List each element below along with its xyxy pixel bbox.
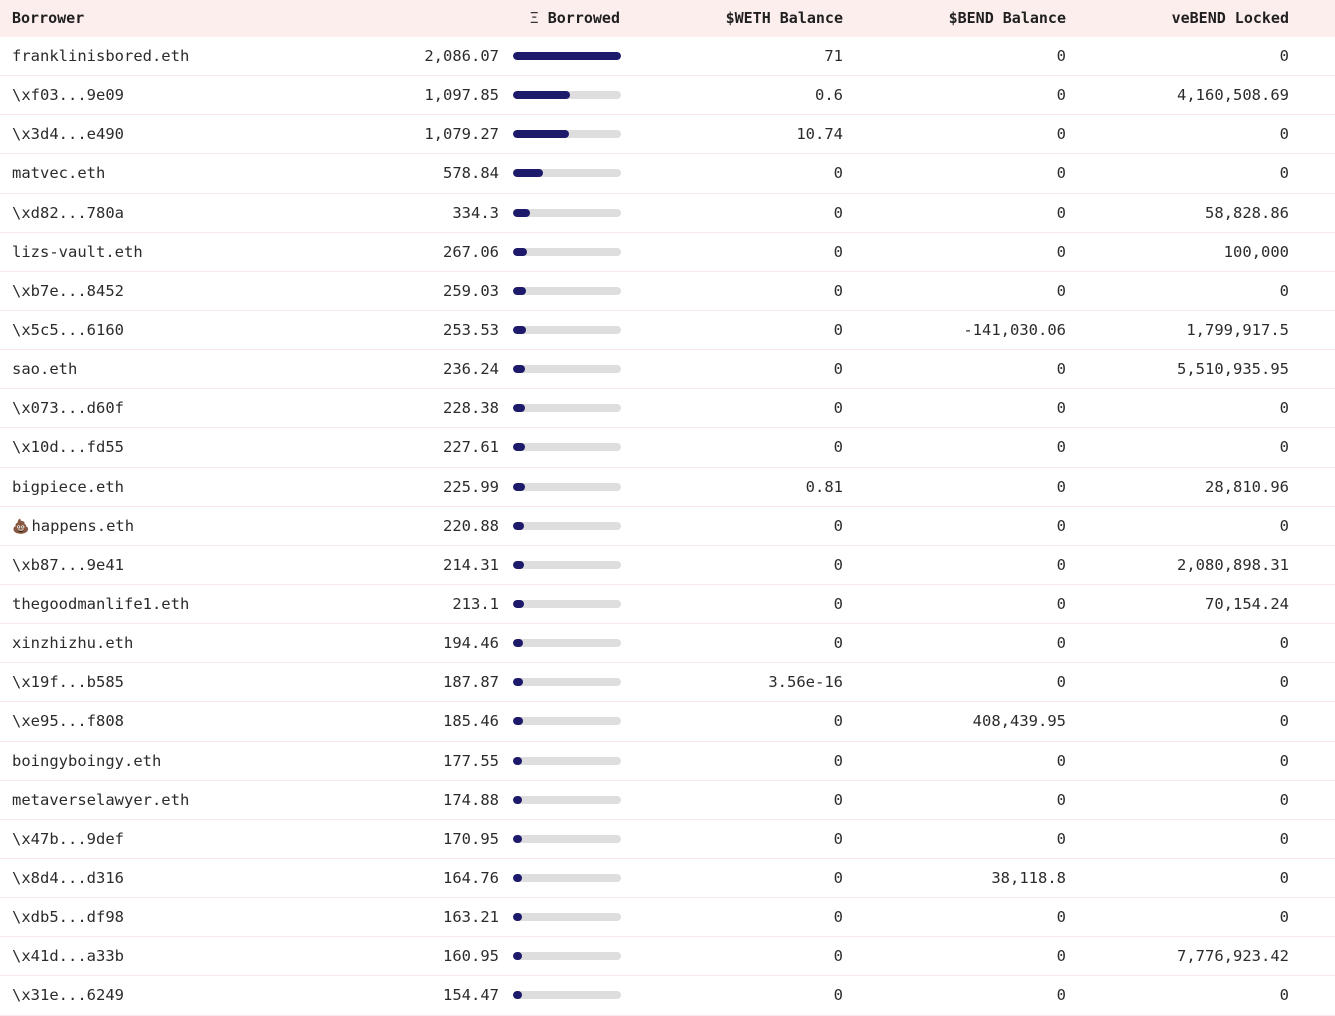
borrower-name[interactable]: [12, 311, 124, 349]
weth-balance: 0: [833, 203, 843, 222]
borrowed-bar-fill: [513, 913, 522, 921]
borrowed-bar-fill: [513, 952, 522, 960]
borrower-name[interactable]: [12, 546, 124, 584]
borrower-name-text: \x19f...b585: [12, 673, 124, 692]
weth-balance: 0: [833, 438, 843, 457]
borrower-name-text: \x3d4...e490: [12, 125, 124, 144]
weth-balance: 0: [833, 712, 843, 731]
borrower-name-text: \xe95...f808: [12, 712, 124, 731]
borrower-name-text: \x10d...fd55: [12, 438, 124, 457]
borrowed-bar: [513, 326, 621, 334]
borrower-name[interactable]: [12, 820, 124, 858]
borrowed-amount: 154.47: [443, 986, 499, 1005]
bend-balance: 0: [1056, 673, 1066, 692]
borrowed-bar: [513, 91, 621, 99]
vebend-locked: 5,510,935.95: [1177, 360, 1289, 379]
borrowed-bar-fill: [513, 796, 522, 804]
borrowed-bar: [513, 248, 621, 256]
borrower-name-text: thegoodmanlife1.eth: [12, 594, 190, 613]
vebend-locked: 0: [1279, 125, 1289, 144]
bend-balance: 0: [1056, 438, 1066, 457]
table-row: [0, 389, 1335, 428]
borrower-name[interactable]: [12, 272, 124, 310]
borrower-name-text: metaverselawyer.eth: [12, 790, 190, 809]
table-body: [0, 37, 1335, 1016]
borrowed-bar-fill: [513, 874, 522, 882]
vebend-locked: 70,154.24: [1205, 594, 1289, 613]
bend-balance: 0: [1056, 281, 1066, 300]
borrowed-amount: 267.06: [443, 242, 499, 261]
weth-balance: 0: [833, 947, 843, 966]
table-row: [0, 154, 1335, 193]
weth-balance: 10.74: [796, 125, 843, 144]
header-bend-balance[interactable]: $BEND Balance: [948, 9, 1066, 27]
weth-balance: 0.6: [815, 86, 843, 105]
vebend-locked: 0: [1279, 438, 1289, 457]
bend-balance: 0: [1056, 908, 1066, 927]
table-row: [0, 859, 1335, 898]
bend-balance: 408,439.95: [972, 712, 1066, 731]
borrowed-bar-fill: [513, 483, 525, 491]
borrowed-bar: [513, 678, 621, 686]
vebend-locked: 0: [1279, 281, 1289, 300]
borrowed-bar-fill: [513, 52, 621, 60]
header-borrower[interactable]: Borrower: [12, 9, 85, 27]
borrower-name-text: \xd82...780a: [12, 203, 124, 222]
borrower-name-text: lizs-vault.eth: [12, 242, 143, 261]
vebend-locked: 2,080,898.31: [1177, 555, 1289, 574]
borrower-name[interactable]: [12, 742, 161, 780]
borrower-name-text: sao.eth: [12, 360, 78, 379]
bend-balance: 0: [1056, 516, 1066, 535]
borrowed-bar-fill: [513, 326, 526, 334]
weth-balance: 71: [824, 47, 843, 65]
table-row: [0, 76, 1335, 115]
table-row: [0, 194, 1335, 233]
vebend-locked: 4,160,508.69: [1177, 86, 1289, 105]
borrower-name[interactable]: [12, 898, 124, 936]
weth-balance: 0.81: [805, 477, 843, 496]
bend-balance: 0: [1056, 360, 1066, 379]
borrowed-bar-fill: [513, 639, 523, 647]
borrowed-bar: [513, 952, 621, 960]
borrowed-amount: 220.88: [443, 516, 499, 535]
borrowed-bar: [513, 522, 621, 530]
vebend-locked: 0: [1279, 164, 1289, 183]
borrowed-amount: 1,097.85: [424, 86, 499, 105]
borrowed-amount: 334.3: [452, 203, 499, 222]
borrowed-bar: [513, 913, 621, 921]
table-row: [0, 115, 1335, 154]
header-borrowed[interactable]: [530, 0, 620, 37]
borrowed-amount: 227.61: [443, 438, 499, 457]
bend-balance: 0: [1056, 594, 1066, 613]
borrower-name[interactable]: [12, 702, 124, 740]
borrower-name[interactable]: [12, 154, 105, 192]
borrower-name[interactable]: [12, 859, 124, 897]
borrower-name-text: \xb7e...8452: [12, 281, 124, 300]
borrower-name-text: \xdb5...df98: [12, 908, 124, 927]
borrowed-amount: 578.84: [443, 164, 499, 183]
borrowed-bar-fill: [513, 365, 525, 373]
borrowed-amount: 2,086.07: [424, 47, 499, 65]
borrowed-amount: 163.21: [443, 908, 499, 927]
bend-balance: 0: [1056, 986, 1066, 1005]
borrowed-bar: [513, 717, 621, 725]
weth-balance: 0: [833, 281, 843, 300]
borrowed-amount: 228.38: [443, 399, 499, 418]
weth-balance: 0: [833, 790, 843, 809]
borrowed-amount: 225.99: [443, 477, 499, 496]
weth-balance: 0: [833, 399, 843, 418]
bend-balance: 0: [1056, 634, 1066, 653]
weth-balance: 0: [833, 751, 843, 770]
borrowed-amount: 160.95: [443, 947, 499, 966]
table-row: [0, 37, 1335, 76]
bend-balance: 0: [1056, 829, 1066, 848]
borrowed-bar-fill: [513, 287, 526, 295]
borrower-name-text: happens.eth: [31, 516, 135, 535]
borrowed-bar-fill: [513, 717, 523, 725]
borrower-name[interactable]: [12, 389, 124, 427]
borrower-name-text: xinzhizhu.eth: [12, 634, 134, 653]
table-row: [0, 507, 1335, 546]
borrower-name-text: \xf03...9e09: [12, 86, 124, 105]
borrower-name-text: \xb87...9e41: [12, 555, 124, 574]
vebend-locked: 7,776,923.42: [1177, 947, 1289, 966]
borrowed-bar: [513, 443, 621, 451]
header-borrowed-label: Borrowed: [547, 9, 620, 27]
borrowed-bar-fill: [513, 991, 522, 999]
weth-balance: 0: [833, 829, 843, 848]
table-row: [0, 781, 1335, 820]
borrowed-bar: [513, 52, 621, 60]
borrower-name-text: \x5c5...6160: [12, 320, 124, 339]
borrowed-bar: [513, 835, 621, 843]
borrowed-bar: [513, 991, 621, 999]
vebend-locked: 0: [1279, 673, 1289, 692]
table-row: [0, 468, 1335, 507]
weth-balance: 3.56e-16: [768, 673, 843, 692]
borrower-name-text: matvec.eth: [12, 164, 106, 183]
borrowed-bar-fill: [513, 248, 527, 256]
bend-balance: 0: [1056, 125, 1066, 144]
borrowed-bar-fill: [513, 91, 570, 99]
borrowed-bar: [513, 874, 621, 882]
borrowed-bar-fill: [513, 561, 524, 569]
borrowed-amount: 194.46: [443, 634, 499, 653]
borrower-name-text: \x8d4...d316: [12, 868, 124, 887]
borrowed-amount: 259.03: [443, 281, 499, 300]
borrower-name[interactable]: [12, 428, 124, 466]
borrower-name-text: bigpiece.eth: [12, 477, 124, 496]
table-row: [0, 624, 1335, 663]
borrower-name-text: \x47b...9def: [12, 829, 124, 848]
borrowed-bar-fill: [513, 835, 522, 843]
vebend-locked: 100,000: [1223, 242, 1289, 261]
borrowed-bar: [513, 483, 621, 491]
borrower-name[interactable]: [12, 350, 77, 388]
borrower-name[interactable]: [12, 194, 124, 232]
vebend-locked: 0: [1279, 634, 1289, 653]
weth-balance: 0: [833, 908, 843, 927]
bend-balance: 0: [1056, 203, 1066, 222]
bend-balance: 0: [1056, 477, 1066, 496]
borrowed-amount: 174.88: [443, 790, 499, 809]
bend-balance: 0: [1056, 751, 1066, 770]
borrowed-amount: 1,079.27: [424, 125, 499, 144]
weth-balance: 0: [833, 986, 843, 1005]
table-row: [0, 272, 1335, 311]
table-row: [0, 663, 1335, 702]
borrowed-bar-fill: [513, 130, 569, 138]
borrowed-bar: [513, 639, 621, 647]
vebend-locked: 0: [1279, 986, 1289, 1005]
borrower-name-text: boingyboingy.eth: [12, 751, 162, 770]
borrower-name[interactable]: [12, 115, 124, 153]
weth-balance: 0: [833, 164, 843, 183]
weth-balance: 0: [833, 320, 843, 339]
borrowed-amount: 213.1: [452, 594, 499, 613]
table-row: [0, 546, 1335, 585]
table-row: [0, 702, 1335, 741]
borrowed-bar: [513, 561, 621, 569]
bend-balance: 0: [1056, 399, 1066, 418]
borrowed-amount: 236.24: [443, 360, 499, 379]
weth-balance: 0: [833, 360, 843, 379]
bend-balance: 0: [1056, 86, 1066, 105]
weth-balance: 0: [833, 868, 843, 887]
weth-balance: 0: [833, 242, 843, 261]
borrowed-amount: 170.95: [443, 829, 499, 848]
borrower-name[interactable]: [12, 976, 124, 1014]
table-row: [0, 311, 1335, 350]
bend-balance: 0: [1056, 47, 1066, 65]
eth-symbol-icon: Ξ: [529, 9, 539, 27]
weth-balance: 0: [833, 634, 843, 653]
borrower-name[interactable]: [12, 76, 124, 114]
borrower-name[interactable]: [12, 37, 189, 75]
borrowed-amount: 177.55: [443, 751, 499, 770]
borrower-name[interactable]: [12, 663, 124, 701]
bend-balance: 0: [1056, 164, 1066, 183]
borrower-name[interactable]: [12, 585, 189, 623]
borrowed-bar-fill: [513, 169, 543, 177]
vebend-locked: 0: [1279, 712, 1289, 731]
borrowed-bar: [513, 600, 621, 608]
borrower-name[interactable]: [12, 233, 143, 271]
table-row: [0, 976, 1335, 1015]
borrower-name[interactable]: [12, 624, 133, 662]
bend-balance: 0: [1056, 947, 1066, 966]
borrower-name[interactable]: [12, 781, 189, 819]
bend-balance: -141,030.06: [963, 320, 1066, 339]
borrowed-bar-fill: [513, 678, 523, 686]
vebend-locked: 58,828.86: [1205, 203, 1289, 222]
table-row: [0, 898, 1335, 937]
table-row: [0, 233, 1335, 272]
poop-emoji-icon: 💩: [12, 518, 30, 535]
borrowed-amount: 214.31: [443, 555, 499, 574]
bend-balance: 0: [1056, 790, 1066, 809]
borrowed-bar: [513, 209, 621, 217]
header-weth-balance[interactable]: $WETH Balance: [725, 9, 843, 27]
table-row: [0, 428, 1335, 467]
table-row: [0, 350, 1335, 389]
borrowed-bar-fill: [513, 404, 525, 412]
borrowed-bar-fill: [513, 443, 525, 451]
header-vebend-locked[interactable]: veBEND Locked: [1171, 9, 1289, 27]
borrowed-bar-fill: [513, 600, 524, 608]
borrowed-bar: [513, 796, 621, 804]
weth-balance: 0: [833, 555, 843, 574]
vebend-locked: 28,810.96: [1205, 477, 1289, 496]
vebend-locked: 0: [1279, 868, 1289, 887]
vebend-locked: 0: [1279, 516, 1289, 535]
borrower-name-text: \x31e...6249: [12, 986, 124, 1005]
borrowed-bar: [513, 404, 621, 412]
borrowed-amount: 164.76: [443, 868, 499, 887]
borrowed-amount: 185.46: [443, 712, 499, 731]
borrowed-bar-fill: [513, 209, 530, 217]
bend-balance: 0: [1056, 555, 1066, 574]
table-row: [0, 585, 1335, 624]
borrower-name[interactable]: [12, 937, 124, 975]
vebend-locked: 0: [1279, 790, 1289, 809]
weth-balance: 0: [833, 516, 843, 535]
borrowed-bar: [513, 365, 621, 373]
borrowed-bar-fill: [513, 522, 524, 530]
vebend-locked: 0: [1279, 47, 1289, 65]
table-row: [0, 742, 1335, 781]
borrowed-amount: 253.53: [443, 320, 499, 339]
borrowed-bar: [513, 287, 621, 295]
vebend-locked: 0: [1279, 829, 1289, 848]
bend-balance: 0: [1056, 242, 1066, 261]
borrower-name-text: \x073...d60f: [12, 399, 124, 418]
vebend-locked: 0: [1279, 399, 1289, 418]
borrower-name[interactable]: [12, 468, 124, 506]
borrowed-bar-fill: [513, 757, 522, 765]
table-row: [0, 937, 1335, 976]
table-row: [0, 820, 1335, 859]
table-header: [0, 0, 1335, 37]
borrower-name[interactable]: [12, 507, 134, 545]
borrowed-bar: [513, 757, 621, 765]
borrower-name-text: franklinisbored.eth: [12, 47, 190, 65]
borrowed-bar: [513, 130, 621, 138]
vebend-locked: 0: [1279, 908, 1289, 927]
weth-balance: 0: [833, 594, 843, 613]
bend-balance: 38,118.8: [991, 868, 1066, 887]
vebend-locked: 0: [1279, 751, 1289, 770]
vebend-locked: 1,799,917.5: [1186, 320, 1289, 339]
borrowed-bar: [513, 169, 621, 177]
borrower-name-text: \x41d...a33b: [12, 947, 124, 966]
borrowed-amount: 187.87: [443, 673, 499, 692]
